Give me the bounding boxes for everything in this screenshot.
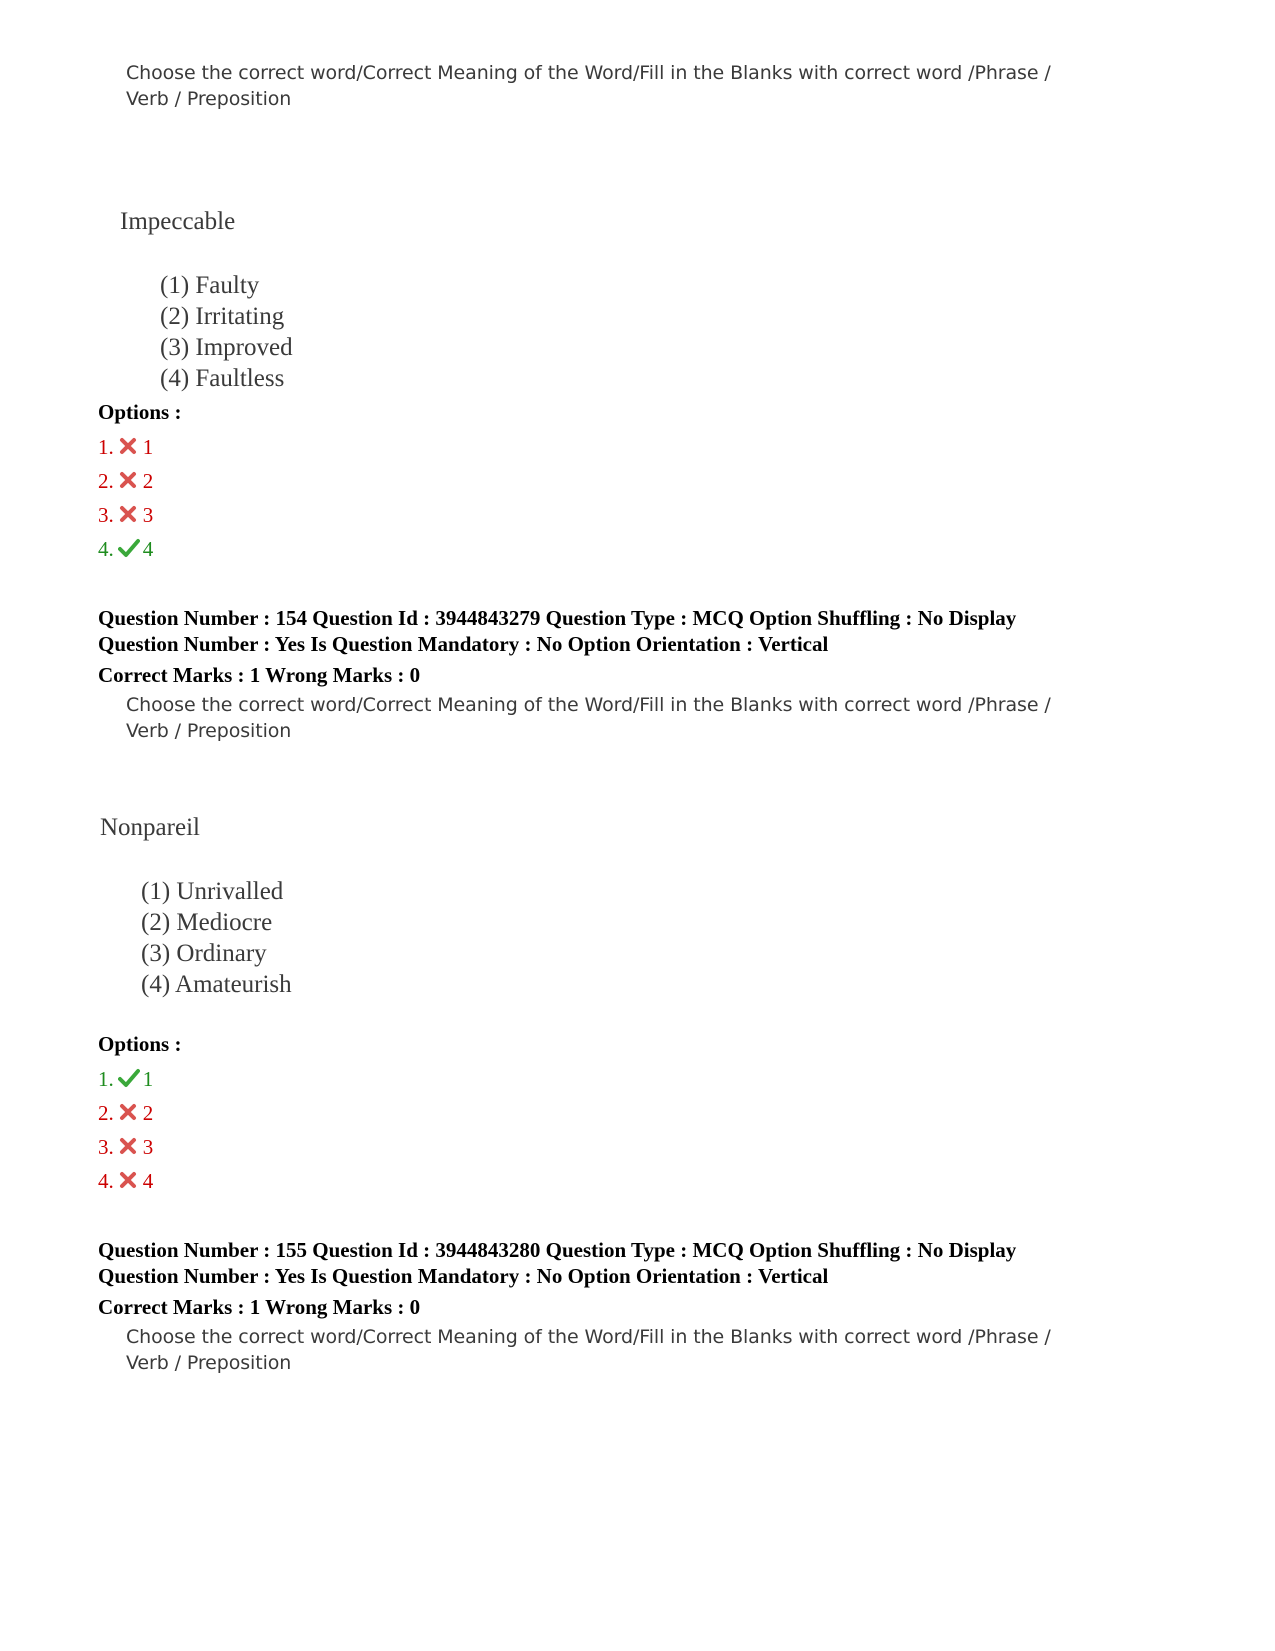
option-number: 1. — [98, 435, 114, 459]
question-instruction: Choose the correct word/Correct Meaning of the Word/Fill in the Blanks with correct word /Phrase / Verb / Preposition — [126, 1326, 1051, 1374]
options-list — [98, 430, 153, 566]
option-item — [98, 1164, 153, 1198]
answer-choice: (4) Faultless — [160, 365, 285, 392]
option-number: 4. — [98, 537, 114, 561]
option-number: 2. — [98, 469, 114, 493]
option-item — [98, 1062, 153, 1096]
option-value: 3 — [142, 503, 154, 527]
check-icon — [118, 1068, 140, 1088]
options-heading: Options : — [98, 400, 182, 424]
option-item — [98, 498, 153, 532]
option-item — [98, 1096, 153, 1130]
question-instruction: Choose the correct word/Correct Meaning of the Word/Fill in the Blanks with correct word /Phrase / Verb / Preposition — [126, 694, 1051, 742]
option-value: 2 — [142, 469, 154, 493]
option-number: 3. — [98, 503, 114, 527]
question-meta-line: Question Number : 154 Question Id : 3944843279 Question Type : MCQ Option Shuffling : No Display — [98, 606, 1017, 630]
question-instruction: Choose the correct word/Correct Meaning of the Word/Fill in the Blanks with correct word /Phrase / Verb / Preposition — [126, 62, 1051, 110]
answer-choice: (4) Amateurish — [141, 971, 292, 998]
answer-choice: (3) Ordinary — [141, 940, 267, 967]
question-meta — [98, 605, 1016, 657]
question-word: Impeccable — [120, 208, 236, 235]
answer-choice: (2) Mediocre — [141, 909, 273, 936]
answer-choice: (2) Irritating — [160, 303, 285, 330]
cross-icon — [118, 1136, 140, 1156]
option-value: 4 — [142, 537, 154, 561]
option-item — [98, 430, 153, 464]
cross-icon — [118, 436, 140, 456]
answer-choices — [160, 270, 293, 394]
cross-icon — [118, 504, 140, 524]
options-heading: Options : — [98, 1032, 182, 1056]
cross-icon — [118, 1102, 140, 1122]
cross-icon — [118, 470, 140, 490]
question-marks: Correct Marks : 1 Wrong Marks : 0 — [98, 663, 421, 687]
option-value: 1 — [142, 435, 154, 459]
option-item — [98, 464, 153, 498]
question-meta — [98, 1237, 1016, 1289]
options-list — [98, 1062, 153, 1198]
option-number: 4. — [98, 1169, 114, 1193]
question-marks: Correct Marks : 1 Wrong Marks : 0 — [98, 1295, 421, 1319]
answer-choice: (1) Unrivalled — [141, 878, 284, 905]
option-value: 1 — [142, 1067, 154, 1091]
option-number: 2. — [98, 1101, 114, 1125]
question-meta-line: Question Number : 155 Question Id : 3944843280 Question Type : MCQ Option Shuffling : No Display — [98, 1238, 1017, 1262]
option-number: 1. — [98, 1067, 114, 1091]
option-value: 3 — [142, 1135, 154, 1159]
check-icon — [118, 538, 140, 558]
option-number: 3. — [98, 1135, 114, 1159]
option-item — [98, 532, 153, 566]
question-word: Nonpareil — [100, 814, 200, 841]
option-value: 4 — [142, 1169, 154, 1193]
question-meta-line: Question Number : Yes Is Question Mandatory : No Option Orientation : Vertical — [98, 1264, 829, 1288]
answer-choice: (3) Improved — [160, 334, 293, 361]
question-meta-line: Question Number : Yes Is Question Mandatory : No Option Orientation : Vertical — [98, 632, 829, 656]
answer-choices — [141, 876, 292, 1000]
option-item — [98, 1130, 153, 1164]
answer-choice: (1) Faulty — [160, 272, 260, 299]
cross-icon — [118, 1170, 140, 1190]
option-value: 2 — [142, 1101, 154, 1125]
